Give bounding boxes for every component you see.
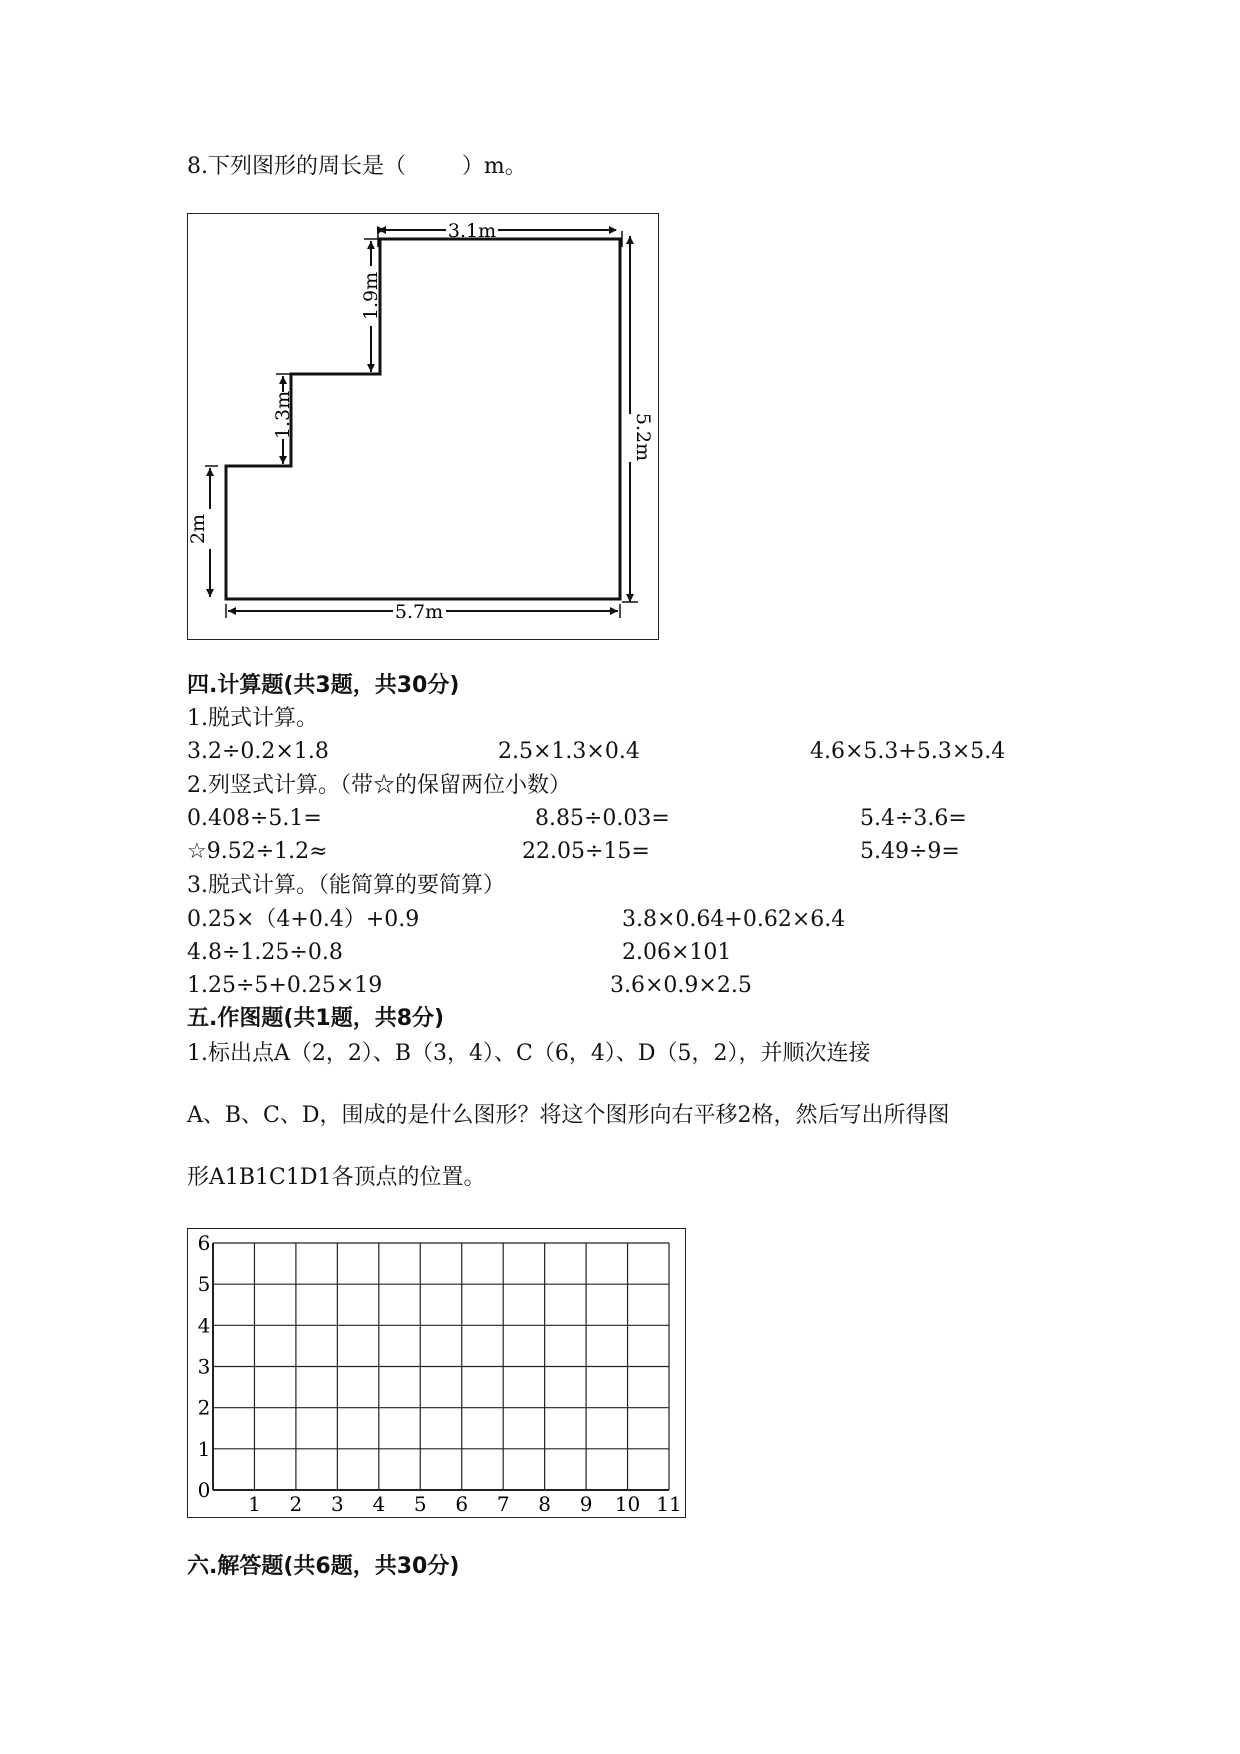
x-tick-label: 11 <box>656 1492 682 1516</box>
x-tick-label: 5 <box>413 1492 427 1516</box>
y-tick-label: 0 <box>197 1478 211 1502</box>
calc-item: 3.6×0.9×2.5 <box>610 973 752 998</box>
section-4-q2-title: 2.列竖式计算。（带☆的保留两位小数） <box>187 773 571 798</box>
section-6-heading: 六.解答题(共6题，共30分) <box>187 1554 460 1579</box>
calc-item: 1.25÷5+0.25×19 <box>187 973 383 998</box>
calc-item: 4.6×5.3+5.3×5.4 <box>810 739 1006 764</box>
calc-item: 5.49÷9= <box>860 839 960 864</box>
calc-item: 2.06×101 <box>622 940 732 965</box>
calc-item: 4.8÷1.25÷0.8 <box>187 940 343 965</box>
section-5-q1-line2: A、B、C、D，围成的是什么图形？将这个图形向右平移2格，然后写出所得图 <box>187 1103 950 1128</box>
y-tick-label: 4 <box>197 1313 211 1338</box>
section-5-q1-line3: 形A1B1C1D1各顶点的位置。 <box>187 1165 486 1190</box>
calc-item: 3.2÷0.2×1.8 <box>187 739 329 764</box>
calc-item: ☆9.52÷1.2≈ <box>187 839 328 864</box>
calc-item: 3.8×0.64+0.62×6.4 <box>622 907 846 932</box>
section-4-q1-title: 1.脱式计算。 <box>187 706 318 731</box>
dim-left-label: 2m <box>188 513 209 545</box>
y-tick-label: 1 <box>197 1436 211 1461</box>
dim-top-label: 3.1m <box>447 220 497 242</box>
perimeter-diagram <box>188 214 658 639</box>
y-tick-label: 3 <box>197 1354 211 1379</box>
section-5-heading: 五.作图题(共1题，共8分) <box>187 1006 445 1031</box>
x-tick-label: 1 <box>248 1492 261 1516</box>
calc-item: 2.5×1.3×0.4 <box>498 739 640 764</box>
calc-item: 8.85÷0.03= <box>535 806 670 831</box>
calc-item: 0.25×（4+0.4）+0.9 <box>187 907 420 932</box>
x-tick-label: 7 <box>496 1492 510 1516</box>
calc-item: 5.4÷3.6= <box>860 806 967 831</box>
question-8-text: 8.下列图形的周长是（ ）m。 <box>187 154 527 179</box>
y-tick-label: 5 <box>197 1272 211 1297</box>
x-tick-label: 6 <box>455 1492 469 1516</box>
x-tick-label: 3 <box>330 1492 344 1516</box>
x-tick-label: 8 <box>538 1492 552 1516</box>
dim-step1-label: 1.3m <box>272 390 294 440</box>
coordinate-grid-figure <box>187 1228 686 1518</box>
x-tick-label: 9 <box>579 1492 593 1516</box>
perimeter-figure <box>187 213 659 640</box>
section-5-q1-line1: 1.标出点A（2，2）、B（3，4）、C（6，4）、D（5，2），并顺次连接 <box>187 1041 871 1066</box>
x-tick-label: 2 <box>289 1492 303 1516</box>
section-4-heading: 四.计算题(共3题，共30分) <box>187 673 460 698</box>
calc-item: 22.05÷15= <box>522 839 650 864</box>
dim-bottom-label: 5.7m <box>394 601 444 623</box>
dim-step2-label: 1.9m <box>360 271 382 321</box>
y-tick-label: 6 <box>197 1231 211 1255</box>
section-4-q3-title: 3.脱式计算。（能简算的要简算） <box>187 873 505 898</box>
coordinate-grid <box>188 1229 685 1517</box>
calc-item: 0.408÷5.1= <box>187 806 322 831</box>
y-tick-label: 2 <box>197 1395 211 1420</box>
x-tick-label: 10 <box>614 1492 641 1516</box>
x-tick-label: 4 <box>372 1492 386 1516</box>
dim-right-label: 5.2m <box>632 412 654 462</box>
